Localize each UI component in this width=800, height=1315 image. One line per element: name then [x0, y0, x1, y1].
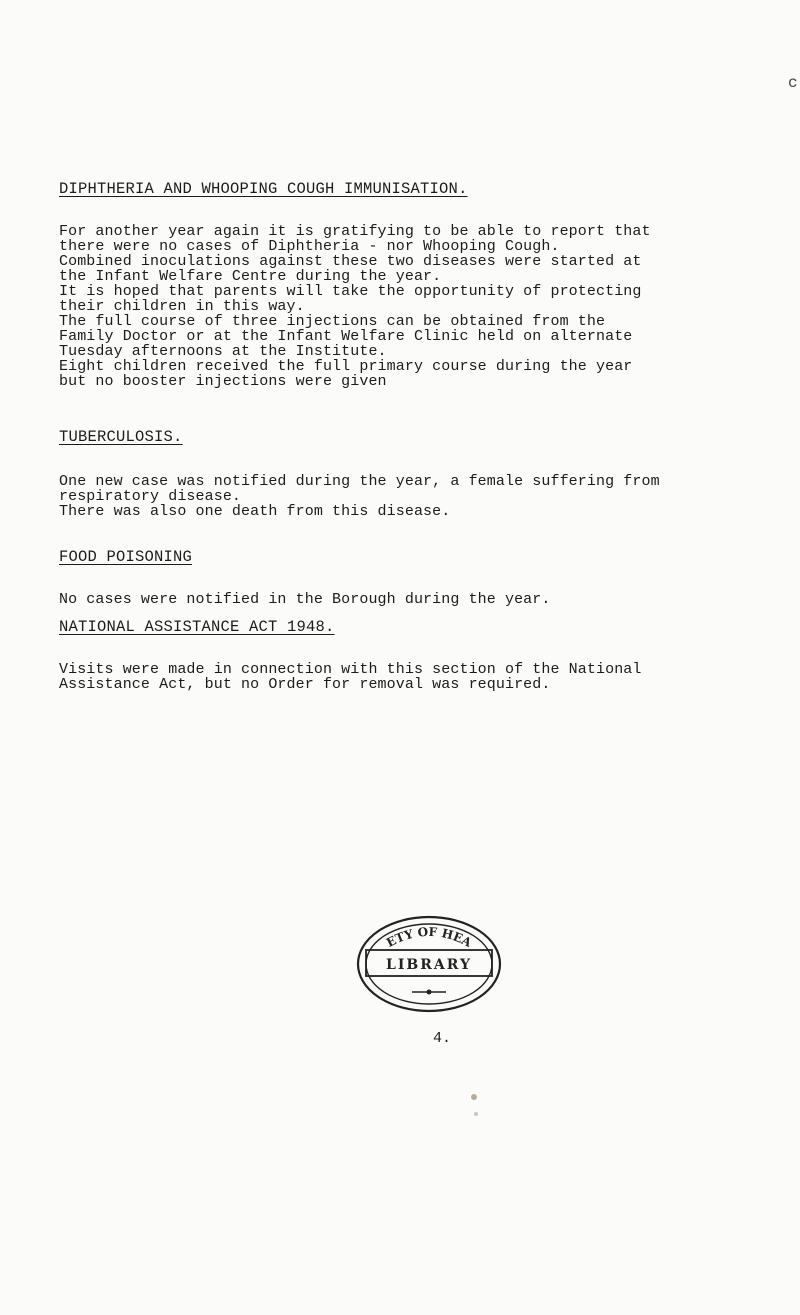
ink-smudge — [474, 1112, 478, 1116]
text-line: The full course of three injections can be obtained from the — [59, 313, 606, 330]
section-heading: NATIONAL ASSISTANCE ACT 1948. — [59, 618, 335, 636]
text-line: there were no cases of Diphtheria - nor Whooping Cough. — [59, 238, 560, 255]
section-food-poisoning — [59, 548, 550, 607]
text-line: Tuesday afternoons at the Institute. — [59, 343, 387, 360]
ink-smudge — [471, 1094, 477, 1100]
seal-center-text: LIBRARY — [386, 957, 472, 973]
text-line: Combined inoculations against these two diseases were started at — [59, 253, 642, 270]
page-number: 4. — [433, 1030, 452, 1047]
text-line: the Infant Welfare Centre during the year. — [59, 268, 442, 285]
text-line: but no booster injections were given — [59, 373, 387, 390]
section-diphtheria — [59, 180, 651, 389]
text-line: No cases were notified in the Borough during the year. — [59, 591, 551, 608]
section-body — [59, 224, 651, 389]
text-line: For another year again it is gratifying to be able to report that — [59, 223, 651, 240]
text-line: Eight children received the full primary course during the year — [59, 358, 633, 375]
section-tuberculosis — [59, 428, 660, 519]
text-line: their children in this way. — [59, 298, 305, 315]
text-line: Visits were made in connection with this section of the National — [59, 661, 642, 678]
text-line: respiratory disease. — [59, 488, 242, 505]
corner-mark: c — [788, 74, 798, 92]
section-heading: FOOD POISONING — [59, 548, 193, 566]
text-line: It is hoped that parents will take the opportunity of protecting — [59, 283, 642, 300]
section-heading: DIPHTHERIA AND WHOOPING COUGH IMMUNISATION. — [59, 180, 468, 198]
text-line: One new case was notified during the year, a female suffering from — [59, 473, 660, 490]
text-line: There was also one death from this disease. — [59, 503, 451, 520]
section-heading: TUBERCULOSIS. — [59, 428, 183, 446]
text-line: Family Doctor or at the Infant Welfare Clinic held on alternate — [59, 328, 633, 345]
section-national-assistance-act — [59, 618, 642, 692]
library-seal-stamp — [354, 914, 504, 1014]
text-line: Assistance Act, but no Order for removal was required. — [59, 676, 551, 693]
seal-top-text: ETY OF HEA — [384, 924, 474, 950]
